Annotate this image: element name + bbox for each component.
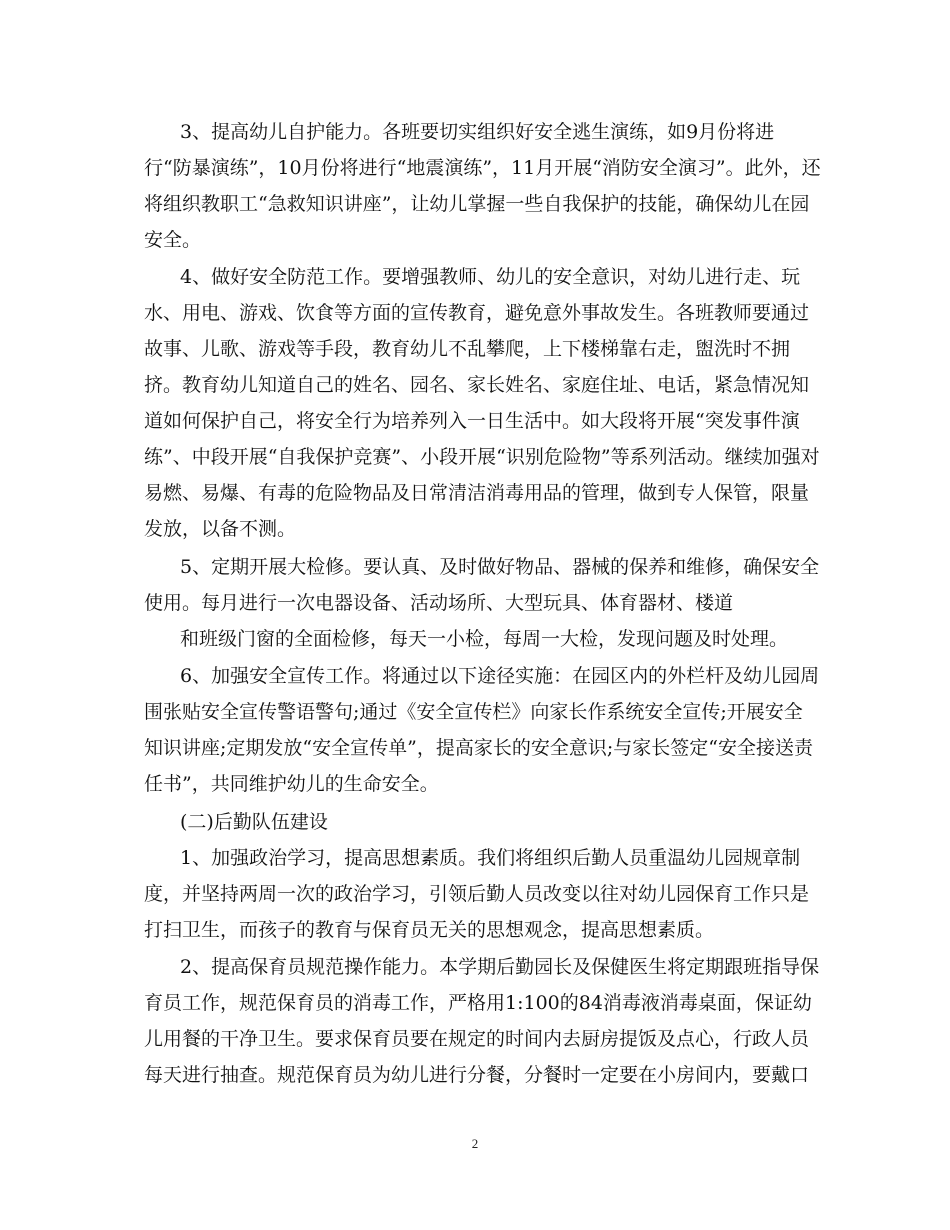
- paragraph-line: 练”、中段开展“自我保护竞赛”、小段开展“识别危险物”等系列活动。继续加强对: [144, 446, 820, 468]
- paragraph-line: 易燃、易爆、有毒的危险物品及日常清洁消毒用品的管理，做到专人保管，限量: [144, 482, 810, 504]
- paragraph-line: 和班级门窗的全面检修，每天一小检，每周一大检，发现问题及时处理。: [180, 628, 789, 650]
- paragraph-line: 4、做好安全防范工作。要增强教师、幼儿的安全意识，对幼儿进行走、玩: [180, 266, 801, 288]
- section-heading: (二)后勤队伍建设: [180, 811, 328, 833]
- paragraph-line: 安全。: [144, 229, 202, 251]
- paragraph-line: 儿用餐的干净卫生。要求保育员要在规定的时间内去厨房提饭及点心，行政人员: [144, 1028, 810, 1050]
- paragraph-line: 水、用电、游戏、饮食等方面的宣传教育，避免意外事故发生。各班教师要通过: [144, 302, 810, 324]
- paragraph-line: 6、加强安全宣传工作。将通过以下途径实施：在园区内的外栏杆及幼儿园周: [180, 665, 820, 687]
- paragraph-line: 每天进行抽查。规范保育员为幼儿进行分餐，分餐时一定要在小房间内，要戴口: [144, 1064, 810, 1086]
- paragraph-line: 知识讲座;定期发放“安全宣传单”，提高家长的安全意识;与家长签定“安全接送责: [144, 737, 813, 759]
- page-number: 2: [471, 1136, 479, 1151]
- paragraph-line: 使用。每月进行一次电器设备、活动场所、大型玩具、体育器材、楼道: [144, 592, 734, 614]
- paragraph-line: 3、提高幼儿自护能力。各班要切实组织好安全逃生演练，如9月份将进: [180, 121, 775, 143]
- paragraph-line: 行“防暴演练”，10月份将进行“地震演练”，11月开展“消防安全演习”。此外，还: [144, 157, 821, 179]
- paragraph-line: 打扫卫生，而孩子的教育与保育员无关的思想观念，提高思想素质。: [144, 919, 715, 941]
- paragraph-line: 故事、儿歌、游戏等手段，教育幼儿不乱攀爬，上下楼梯靠右走，盥洗时不拥: [144, 338, 791, 360]
- paragraph-line: 1、加强政治学习，提高思想素质。我们将组织后勤人员重温幼儿园规章制: [180, 847, 801, 869]
- paragraph-line: 将组织教职工“急救知识讲座”，让幼儿掌握一些自我保护的技能，确保幼儿在园: [144, 193, 810, 215]
- paragraph-line: 围张贴安全宣传警语警句;通过《安全宣传栏》向家长作系统安全宣传;开展安全: [144, 701, 803, 723]
- paragraph-line: 度，并坚持两周一次的政治学习，引领后勤人员改变以往对幼儿园保育工作只是: [144, 883, 810, 905]
- paragraph-line: 任书”，共同维护幼儿的生命安全。: [144, 773, 439, 795]
- paragraph-line: 2、提高保育员规范操作能力。本学期后勤园长及保健医生将定期跟班指导保: [180, 956, 820, 978]
- paragraph-line: 道如何保护自己，将安全行为培养列入一日生活中。如大段将开展“突发事件演: [144, 410, 800, 432]
- paragraph-line: 挤。教育幼儿知道自己的姓名、园名、家长姓名、家庭住址、电话，紧急情况知: [144, 374, 810, 396]
- paragraph-line: 发放，以备不测。: [144, 518, 297, 540]
- paragraph-line: 育员工作，规范保育员的消毒工作，严格用1:100的84消毒液消毒桌面，保证幼: [144, 992, 812, 1014]
- paragraph-line: 5、定期开展大检修。要认真、及时做好物品、器械的保养和维修，确保安全: [180, 556, 820, 578]
